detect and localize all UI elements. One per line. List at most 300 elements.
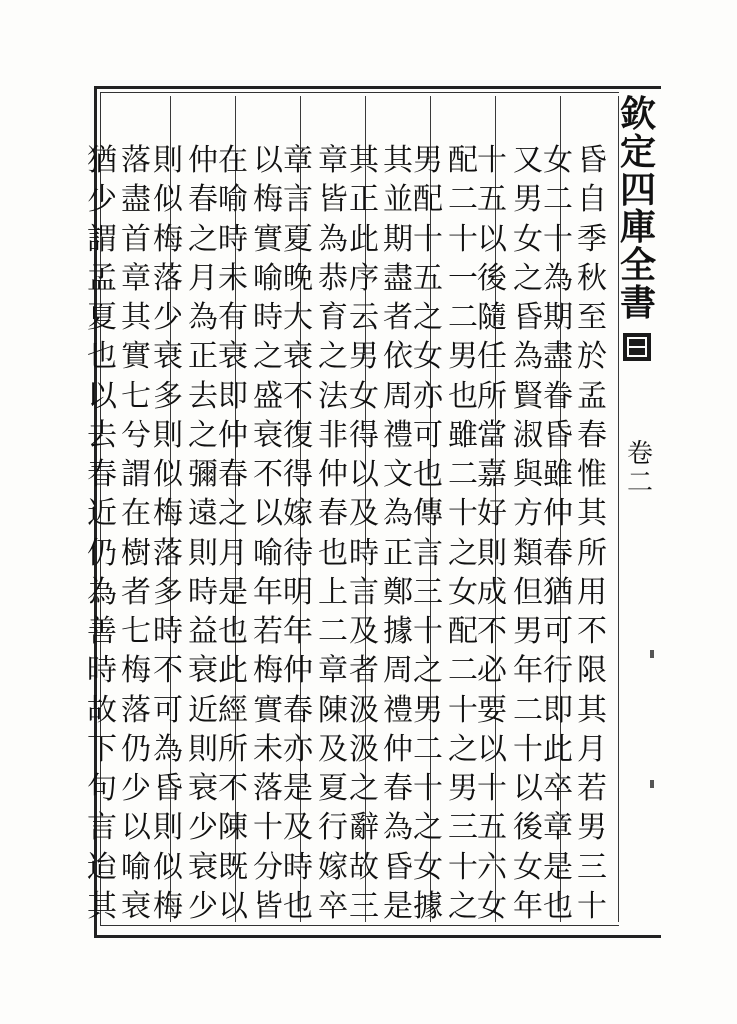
glyph: 之	[448, 888, 478, 924]
glyph: 下	[87, 731, 117, 767]
glyph: 夏	[318, 771, 348, 806]
glyph: 三	[448, 810, 478, 846]
glyph: 正	[383, 535, 413, 571]
glyph: 夏	[283, 221, 313, 257]
glyph: 則	[188, 731, 218, 767]
glyph: 二	[626, 467, 653, 498]
glyph: 惟	[577, 457, 607, 492]
glyph: 晚	[283, 260, 313, 296]
glyph: 及	[318, 731, 348, 767]
glyph: 云	[349, 300, 379, 335]
glyph: 春	[543, 535, 573, 571]
glyph: 則	[153, 143, 183, 178]
glyph: 句	[87, 771, 117, 806]
glyph: 五	[477, 810, 507, 846]
glyph: 也	[543, 888, 573, 924]
glyph: 不	[577, 614, 607, 649]
glyph: 及	[349, 614, 379, 649]
glyph: 明	[283, 574, 313, 610]
glyph: 皆	[253, 888, 283, 924]
glyph: 傳	[413, 496, 443, 532]
glyph: 四	[620, 168, 657, 211]
glyph: 時	[188, 574, 218, 610]
glyph: 為	[318, 221, 348, 257]
glyph: 配	[448, 143, 478, 178]
glyph: 春	[318, 496, 348, 532]
glyph: 期	[383, 221, 413, 257]
glyph: 女	[543, 143, 573, 178]
glyph: 經	[218, 692, 248, 728]
glyph: 去	[87, 417, 117, 453]
glyph: 有	[218, 300, 248, 335]
glyph: 少	[121, 771, 151, 806]
glyph: 眷	[543, 378, 573, 414]
glyph: 仲	[218, 417, 248, 453]
glyph: 季	[577, 221, 607, 257]
glyph: 嫁	[318, 849, 348, 885]
glyph: 為	[153, 731, 183, 767]
glyph: 配	[413, 182, 443, 218]
glyph: 不	[153, 653, 183, 689]
glyph: 依	[383, 339, 413, 375]
glyph: 以	[477, 731, 507, 767]
glyph: 定	[620, 130, 657, 173]
glyph: 十	[448, 221, 478, 257]
glyph: 十	[253, 810, 283, 846]
glyph: 正	[349, 182, 379, 218]
glyph: 時	[153, 614, 183, 649]
glyph: 十	[477, 143, 507, 178]
glyph: 禮	[383, 692, 413, 728]
glyph: 可	[413, 417, 443, 453]
glyph: 其	[577, 496, 607, 532]
glyph: 為	[383, 496, 413, 532]
glyph: 為	[188, 300, 218, 335]
glyph: 為	[513, 339, 543, 375]
glyph: 者	[121, 574, 151, 610]
glyph: 即	[543, 692, 573, 728]
glyph: 則	[153, 417, 183, 453]
glyph: 所	[577, 535, 607, 571]
glyph: 不	[477, 614, 507, 649]
glyph: 以	[253, 143, 283, 178]
glyph: 既	[218, 849, 248, 885]
glyph: 梅	[253, 653, 283, 689]
glyph: 實	[253, 692, 283, 728]
glyph: 方	[513, 496, 543, 532]
glyph: 據	[413, 888, 443, 924]
glyph: 卒	[318, 888, 348, 924]
glyph: 十	[413, 771, 443, 806]
glyph: 三	[577, 849, 607, 885]
glyph: 故	[87, 692, 117, 728]
glyph: 近	[87, 496, 117, 532]
glyph: 女	[513, 849, 543, 885]
glyph: 章	[543, 810, 573, 846]
glyph: 十	[577, 888, 607, 924]
glyph: 任	[477, 339, 507, 375]
glyph: 仲	[383, 731, 413, 767]
glyph: 之	[349, 771, 379, 806]
glyph: 謂	[87, 221, 117, 257]
glyph: 男	[448, 771, 478, 806]
glyph: 為	[87, 574, 117, 610]
glyph: 之	[413, 810, 443, 846]
glyph: 即	[218, 378, 248, 414]
glyph: 全	[620, 244, 657, 287]
glyph: 言	[413, 535, 443, 571]
glyph: 不	[253, 457, 283, 492]
glyph: 不	[218, 771, 248, 806]
glyph: 不	[283, 378, 313, 414]
margin-book-title	[620, 93, 657, 324]
glyph: 者	[383, 300, 413, 335]
glyph: 卒	[543, 771, 573, 806]
glyph: 之	[413, 653, 443, 689]
glyph: 其	[87, 888, 117, 924]
glyph: 其	[349, 143, 379, 178]
margin-tick	[650, 650, 654, 658]
glyph: 類	[513, 535, 543, 571]
glyph: 落	[153, 535, 183, 571]
glyph: 落	[121, 692, 151, 728]
glyph: 此	[543, 731, 573, 767]
glyph: 十	[477, 771, 507, 806]
glyph: 仲	[283, 653, 313, 689]
glyph: 章	[283, 143, 313, 178]
glyph: 之	[188, 417, 218, 453]
glyph: 也	[218, 614, 248, 649]
glyph: 庫	[620, 206, 657, 249]
glyph: 章	[318, 143, 348, 178]
glyph: 則	[153, 810, 183, 846]
glyph: 可	[153, 692, 183, 728]
glyph: 時	[283, 849, 313, 885]
glyph: 未	[253, 731, 283, 767]
glyph: 男	[577, 810, 607, 846]
glyph: 也	[413, 457, 443, 492]
glyph: 男	[513, 614, 543, 649]
glyph: 昏	[543, 417, 573, 453]
glyph: 十	[448, 496, 478, 532]
glyph: 以	[477, 221, 507, 257]
glyph: 盡	[121, 182, 151, 218]
glyph: 所	[477, 378, 507, 414]
glyph: 昏	[513, 300, 543, 335]
glyph: 陳	[218, 810, 248, 846]
glyph: 女	[413, 849, 443, 885]
glyph: 六	[477, 849, 507, 885]
glyph: 五	[477, 182, 507, 218]
glyph: 用	[577, 574, 607, 610]
glyph: 春	[188, 182, 218, 218]
glyph: 以	[513, 771, 543, 806]
glyph: 猶	[543, 574, 573, 610]
glyph: 序	[349, 260, 379, 296]
glyph: 十	[448, 692, 478, 728]
glyph: 似	[153, 849, 183, 885]
glyph: 為	[383, 810, 413, 846]
glyph: 春	[218, 457, 248, 492]
glyph: 若	[253, 614, 283, 649]
glyph: 也	[448, 378, 478, 414]
glyph: 遠	[188, 496, 218, 532]
glyph: 禮	[383, 417, 413, 453]
glyph: 言	[87, 810, 117, 846]
glyph: 男	[413, 692, 443, 728]
glyph: 以	[218, 888, 248, 924]
glyph: 以	[87, 378, 117, 414]
glyph: 汲	[349, 692, 379, 728]
glyph: 據	[383, 614, 413, 649]
glyph: 衰	[283, 339, 313, 375]
glyph: 復	[283, 417, 313, 453]
glyph: 十	[413, 614, 443, 649]
glyph: 二	[448, 653, 478, 689]
glyph: 以	[253, 496, 283, 532]
glyph: 迨	[87, 849, 117, 885]
glyph: 以	[121, 810, 151, 846]
glyph: 雖	[448, 417, 478, 453]
glyph: 五	[413, 260, 443, 296]
glyph: 年	[513, 653, 543, 689]
glyph: 淑	[513, 417, 543, 453]
glyph: 月	[188, 260, 218, 296]
glyph: 落	[253, 771, 283, 806]
glyph: 盡	[543, 339, 573, 375]
margin-tick	[650, 780, 654, 788]
glyph: 是	[543, 849, 573, 885]
glyph: 似	[153, 182, 183, 218]
glyph: 法	[318, 378, 348, 414]
glyph: 十	[543, 221, 573, 257]
glyph: 少	[87, 182, 117, 218]
glyph: 嘉	[477, 457, 507, 492]
glyph: 彌	[188, 457, 218, 492]
glyph: 正	[188, 339, 218, 375]
glyph: 者	[349, 653, 379, 689]
glyph: 三	[413, 574, 443, 610]
glyph: 二	[413, 731, 443, 767]
glyph: 落	[121, 143, 151, 178]
glyph: 為	[543, 260, 573, 296]
glyph: 雖	[543, 457, 573, 492]
glyph: 則	[477, 535, 507, 571]
glyph: 喻	[253, 260, 283, 296]
glyph: 其	[383, 143, 413, 178]
glyph: 仲	[318, 457, 348, 492]
glyph: 盛	[253, 378, 283, 414]
glyph: 及	[283, 810, 313, 846]
glyph: 後	[477, 260, 507, 296]
glyph: 此	[349, 221, 379, 257]
glyph: 辭	[349, 810, 379, 846]
glyph: 以	[349, 457, 379, 492]
glyph: 非	[318, 417, 348, 453]
glyph: 賢	[513, 378, 543, 414]
glyph: 女	[413, 339, 443, 375]
glyph: 實	[121, 339, 151, 375]
glyph: 好	[477, 496, 507, 532]
glyph: 二	[448, 300, 478, 335]
glyph: 喻	[218, 182, 248, 218]
glyph: 嫁	[283, 496, 313, 532]
glyph: 行	[318, 810, 348, 846]
glyph: 時	[253, 300, 283, 335]
glyph: 去	[188, 378, 218, 414]
glyph: 男	[448, 339, 478, 375]
glyph: 月	[577, 731, 607, 767]
glyph: 春	[383, 771, 413, 806]
glyph: 其	[577, 692, 607, 728]
glyph: 兮	[121, 417, 151, 453]
glyph: 盡	[383, 260, 413, 296]
glyph: 春	[87, 457, 117, 492]
glyph: 樹	[121, 535, 151, 571]
glyph: 月	[218, 535, 248, 571]
glyph: 恭	[318, 260, 348, 296]
glyph: 之	[513, 260, 543, 296]
glyph: 衰	[188, 653, 218, 689]
glyph: 若	[577, 771, 607, 806]
glyph: 也	[283, 888, 313, 924]
glyph: 男	[413, 143, 443, 178]
glyph: 之	[413, 300, 443, 335]
glyph: 一	[448, 260, 478, 296]
glyph: 女	[477, 888, 507, 924]
glyph: 在	[218, 143, 248, 178]
glyph: 並	[383, 182, 413, 218]
glyph: 此	[218, 653, 248, 689]
glyph: 則	[188, 535, 218, 571]
glyph: 待	[283, 535, 313, 571]
glyph: 配	[448, 614, 478, 649]
seal-icon	[620, 330, 654, 364]
glyph: 大	[283, 300, 313, 335]
glyph: 二	[448, 457, 478, 492]
glyph: 十	[513, 731, 543, 767]
glyph: 得	[283, 457, 313, 492]
glyph: 皆	[318, 182, 348, 218]
glyph: 孟	[87, 260, 117, 296]
glyph: 期	[543, 300, 573, 335]
glyph: 章	[318, 653, 348, 689]
glyph: 三	[349, 888, 379, 924]
glyph: 是	[218, 574, 248, 610]
glyph: 謂	[121, 457, 151, 492]
glyph: 章	[121, 260, 151, 296]
margin-volume-label	[626, 440, 654, 497]
glyph: 但	[513, 574, 543, 610]
glyph: 上	[318, 574, 348, 610]
column-rule	[618, 96, 619, 922]
glyph: 十	[448, 849, 478, 885]
glyph: 可	[543, 614, 573, 649]
glyph: 言	[349, 574, 379, 610]
glyph: 仲	[188, 143, 218, 178]
glyph: 時	[218, 221, 248, 257]
glyph: 梅	[153, 888, 183, 924]
glyph: 限	[577, 653, 607, 689]
glyph: 自	[577, 182, 607, 218]
glyph: 衰	[188, 771, 218, 806]
glyph: 要	[477, 692, 507, 728]
glyph: 之	[318, 339, 348, 375]
glyph: 昏	[383, 849, 413, 885]
glyph: 衰	[253, 417, 283, 453]
glyph: 至	[577, 300, 607, 335]
glyph: 周	[383, 378, 413, 414]
glyph: 女	[448, 574, 478, 610]
glyph: 梅	[253, 182, 283, 218]
glyph: 鄭	[383, 574, 413, 610]
glyph: 必	[477, 653, 507, 689]
glyph: 育	[318, 300, 348, 335]
glyph: 其	[121, 300, 151, 335]
glyph: 後	[513, 810, 543, 846]
glyph: 孟	[577, 378, 607, 414]
glyph: 是	[283, 771, 313, 806]
glyph: 衰	[121, 888, 151, 924]
glyph: 少	[153, 300, 183, 335]
glyph: 昏	[577, 143, 607, 178]
glyph: 卷	[626, 439, 653, 469]
glyph: 二	[318, 614, 348, 649]
glyph: 得	[349, 417, 379, 453]
glyph: 之	[218, 496, 248, 532]
glyph: 之	[188, 221, 218, 257]
glyph: 十	[413, 221, 443, 257]
glyph: 七	[121, 378, 151, 414]
glyph: 春	[283, 692, 313, 728]
glyph: 欽	[620, 93, 657, 135]
glyph: 秋	[577, 260, 607, 296]
glyph: 七	[121, 614, 151, 649]
glyph: 汲	[349, 731, 379, 767]
glyph: 之	[253, 339, 283, 375]
glyph: 昏	[153, 771, 183, 806]
glyph: 衰	[188, 849, 218, 885]
glyph: 未	[218, 260, 248, 296]
glyph: 少	[188, 888, 218, 924]
glyph: 仲	[543, 496, 573, 532]
glyph: 亦	[413, 378, 443, 414]
glyph: 女	[513, 221, 543, 257]
glyph: 之	[448, 731, 478, 767]
glyph: 所	[218, 731, 248, 767]
glyph: 善	[87, 614, 117, 649]
glyph: 與	[513, 457, 543, 492]
glyph: 於	[577, 339, 607, 375]
glyph: 衰	[153, 339, 183, 375]
text-column	[76, 143, 128, 924]
glyph: 亦	[283, 731, 313, 767]
glyph: 行	[543, 653, 573, 689]
glyph: 少	[188, 810, 218, 846]
glyph: 春	[577, 417, 607, 453]
glyph: 也	[318, 535, 348, 571]
glyph: 實	[253, 221, 283, 257]
glyph: 言	[283, 182, 313, 218]
glyph: 二	[448, 182, 478, 218]
glyph: 仍	[121, 731, 151, 767]
glyph: 益	[188, 614, 218, 649]
glyph: 之	[448, 535, 478, 571]
glyph: 二	[513, 692, 543, 728]
glyph: 年	[283, 614, 313, 649]
glyph: 陳	[318, 692, 348, 728]
glyph: 猶	[87, 143, 117, 178]
